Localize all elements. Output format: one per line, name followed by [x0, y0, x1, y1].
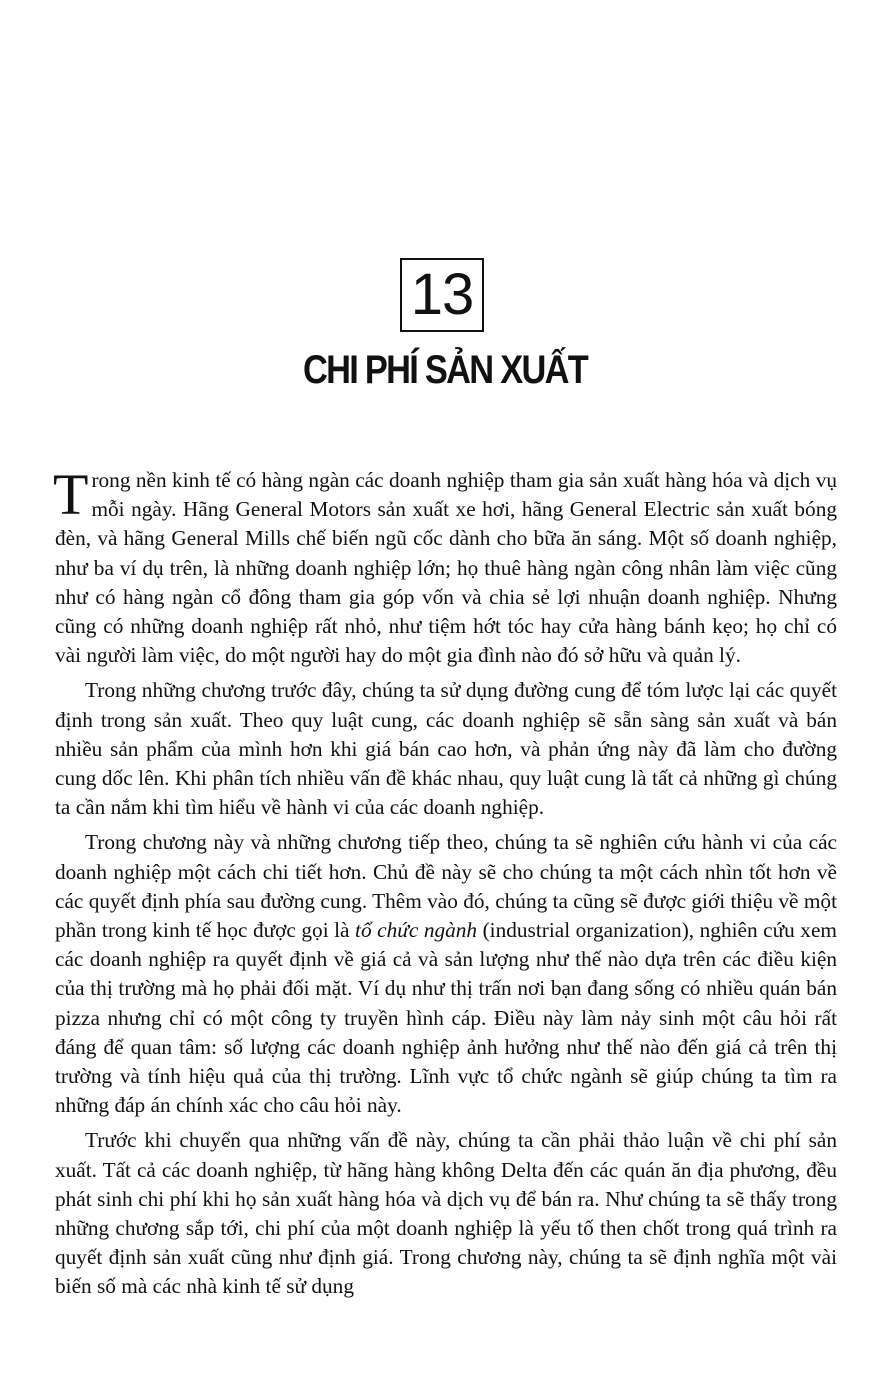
chapter-number-box: [400, 258, 484, 332]
italic-term: tổ chức ngành: [355, 918, 478, 943]
drop-cap: T: [53, 462, 89, 527]
chapter-title: CHI PHÍ SẢN XUẤT: [302, 348, 588, 392]
chapter-number: 13: [410, 262, 474, 327]
paragraph-1-text: rong nền kinh tế có hàng ngàn các doanh nghiệp tham gia sản xuất hàng hóa và dịch vụ mỗi ngày. Hãng General Motors sản xuất xe hơi, hãng General Electric sản xuất bóng đèn, và hãng General Mills chế biến ngũ cốc dành cho bữa ăn sáng. Một số doanh nghiệp, như ba ví dụ trên, là những doanh nghiệp lớn; họ thuê hàng ngàn công nhân làm việc cũng như có hàng ngàn cổ đông tham gia góp vốn và chia sẻ lợi nhuận doanh nghiệp. Nhưng cũng có những doanh nghiệp rất nhỏ, như tiệm hớt tóc hay cửa hàng bánh kẹo; họ chỉ có vài người làm việc, do một người hay do một gia đình nào đó sở hữu và quản lý.: [55, 468, 837, 668]
paragraph-3-text-before: Trong chương này và những chương tiếp theo, chúng ta sẽ nghiên cứu hành vi của các doanh nghiệp một cách chi tiết hơn. Chủ đề này sẽ cho chúng ta một cách nhìn tốt hơn về các quyết định phía sau đường cung. Thêm vào đó, chúng ta cũng sẽ được giới thiệu về một phần trong kinh tế học được gọi là: [55, 830, 837, 943]
paragraph-4: Trước khi chuyển qua những vấn đề này, chúng ta cần phải thảo luận về chi phí sản xuất. Tất cả các doanh nghiệp, từ hãng hàng không Delta đến các quán ăn địa phương, đều phát sinh chi phí khi họ sản xuất hàng hóa và dịch vụ để bán ra. Như chúng ta sẽ thấy trong những chương sắp tới, chi phí của một doanh nghiệp là yếu tố then chốt trong quá trình ra quyết định sản xuất cũng như định giá. Trong chương này, chúng ta sẽ định nghĩa một vài biến số mà các nhà kinh tế sử dụng: [55, 1128, 837, 1299]
paragraph-1: [53, 462, 837, 670]
paragraph-3-text-after: (industrial organization), nghiên cứu xem các doanh nghiệp ra quyết định về giá cả và sản lượng như thế nào dựa trên các điều kiện của thị trường mà họ phải đối mặt. Ví dụ như thị trấn nơi bạn đang sống có nhiều quán bán pizza nhưng chỉ có một công ty truyền hình cáp. Điều này làm nảy sinh một câu hỏi rất đáng để quan tâm: số lượng các doanh nghiệp ảnh hưởng như thế nào đến giá cả trên thị trường và tính hiệu quả của thị trường. Lĩnh vực tổ chức ngành sẽ giúp chúng ta tìm ra những đáp án chính xác cho câu hỏi này.: [55, 918, 837, 1118]
paragraph-3: [55, 828, 837, 1120]
body-text: [53, 462, 837, 1308]
paragraph-2: Trong những chương trước đây, chúng ta sử dụng đường cung để tóm lược lại các quyết định trong sản xuất. Theo quy luật cung, các doanh nghiệp sẽ sẵn sàng sản xuất và bán nhiều sản phẩm của mình hơn khi giá bán cao hơn, và phản ứng này đã làm cho đường cung dốc lên. Khi phân tích nhiều vấn đề khác nhau, quy luật cung là tất cả những gì chúng ta cần nắm khi tìm hiểu về hành vi của các doanh nghiệp.: [55, 678, 837, 820]
